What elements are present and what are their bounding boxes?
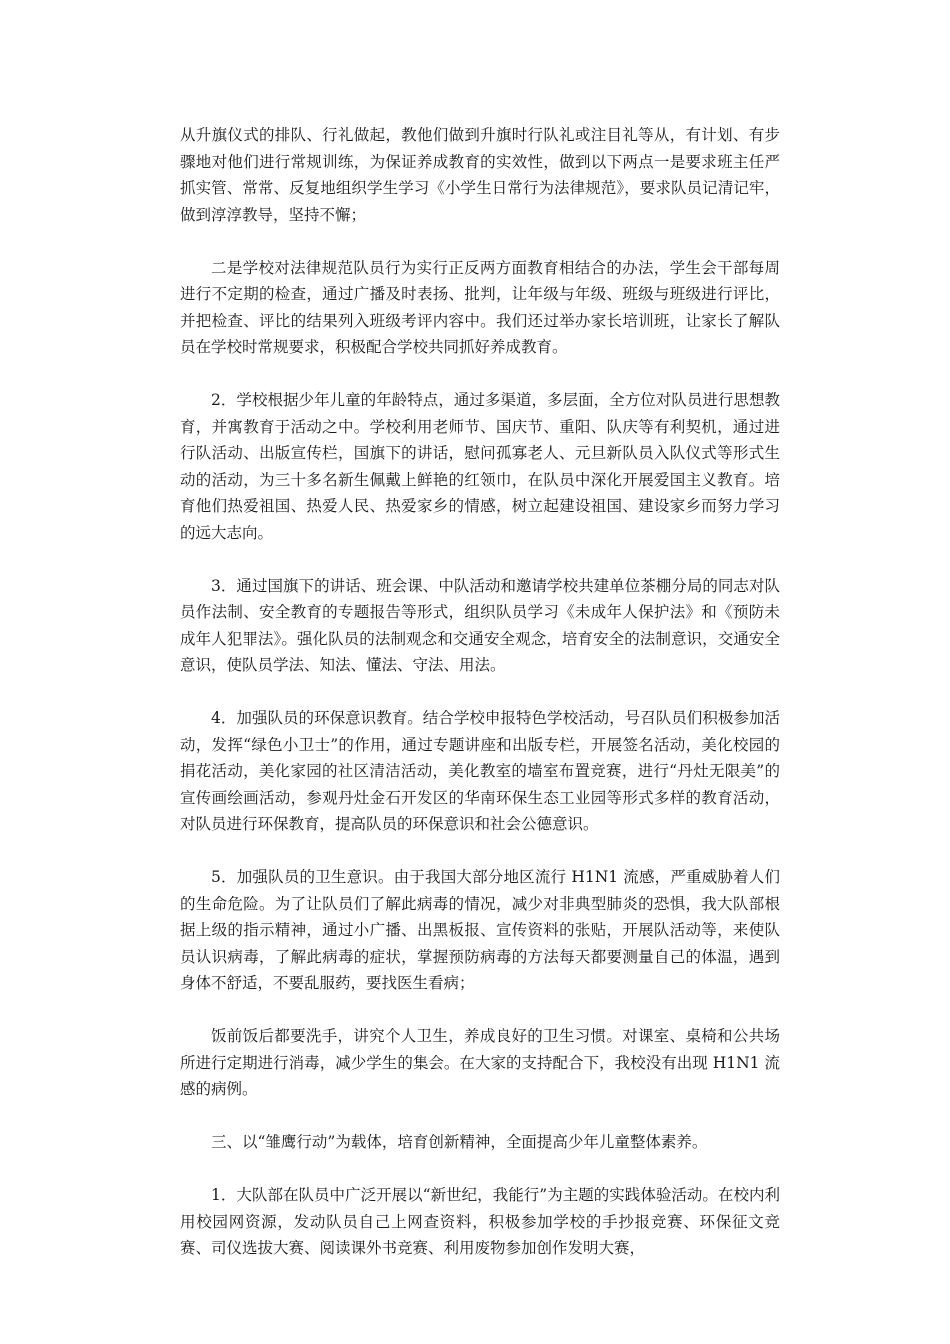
- paragraph-routine-training: 从升旗仪式的排队、行礼做起，教他们做到升旗时行队礼或注目礼等从，有计划、有步骤地对他们进行常规训练，为保证养成教育的实效性，做到以下两点一是要求班主任严抓实管、常常、反复地组织学生学习《小学生日常行为法律规范》，要求队员记清记牢，做到淳淳教导，坚持不懈；: [180, 126, 780, 224]
- paragraph-item-5-hygiene-awareness: 5．加强队员的卫生意识。由于我国大部分地区流行 H1N1 流感，严重威胁着人们的生命危险。为了让队员们了解此病毒的情况，减少对非典型肺炎的恐惧，我大队部根据上级的指示精神，通过小广播、出黑板报、宣传资料的张贴，开展队活动等，来使队员认识病毒，了解此病毒的症状，掌握预防病毒的方法每天都要测量自己的体温，遇到身体不舒适，不要乱服药，要找医生看病；: [180, 868, 780, 992]
- paragraph-item-1-practice-activities: 1．大队部在队员中广泛开展以“新世纪，我能行”为主题的实践体验活动。在校内利用校园网资源，发动队员自己上网查资料，积极参加学校的手抄报竞赛、环保征文竞赛、司仪选拔大赛、阅读课外书竞赛、利用废物参加创作发明大赛，: [180, 1186, 780, 1257]
- section-heading-eagle-action: 三、以“雏鹰行动”为载体，培育创新精神，全面提高少年儿童整体素养。: [211, 1133, 708, 1151]
- document-page: [180, 122, 780, 1262]
- paragraph-item-4-environmental-education: 4．加强队员的环保意识教育。结合学校申报特色学校活动，号召队员们积极参加活动，发挥“绿色小卫士”的作用，通过专题讲座和出版专栏，开展签名活动，美化校园的捐花活动，美化家园的社区清洁活动，美化教室的墙室布置竞赛，进行“丹灶无限美”的宣传画绘画活动，参观丹灶金石开发区的华南环保生态工业园等形式多样的教育活动，对队员进行环保教育，提高队员的环保意识和社会公德意识。: [180, 709, 780, 833]
- paragraph-item-2-ideological-education: 2．学校根据少年儿童的年龄特点，通过多渠道，多层面，全方位对队员进行思想教育，并寓教育于活动之中。学校利用老师节、国庆节、重阳、队庆等有利契机，通过进行队活动、出版宣传栏，国旗下的讲话，慰问孤寡老人、元旦新队员入队仪式等形式生动的活动，为三十多名新生佩戴上鲜艳的红领巾，在队员中深化开展爱国主义教育。培育他们热爱祖国、热爱人民、热爱家乡的情感，树立起建设祖国、建设家乡而努力学习的远大志向。: [180, 391, 780, 542]
- paragraph-hygiene-habits: 饭前饭后都要洗手，讲究个人卫生，养成良好的卫生习惯。对课室、桌椅和公共场所进行定期进行消毒，减少学生的集会。在大家的支持配合下，我校没有出现 H1N1 流感的病例。: [180, 1027, 780, 1098]
- paragraph-item-3-legal-education: 3．通过国旗下的讲话、班会课、中队活动和邀请学校共建单位茶棚分局的同志对队员作法制、安全教育的专题报告等形式，组织队员学习《未成年人保护法》和《预防未成年人犯罪法》。强化队员的法制观念和交通安全观念，培育安全的法制意识，交通安全意识，使队员学法、知法、懂法、守法、用法。: [180, 576, 780, 674]
- paragraph-positive-negative-education: 二是学校对法律规范队员行为实行正反两方面教育相结合的办法，学生会干部每周进行不定期的检查，通过广播及时表扬、批判，让年级与年级、班级与班级进行评比，并把检查、评比的结果列入班级考评内容中。我们还过举办家长培训班，让家长了解队员在学校时常规要求，积极配合学校共同抓好养成教育。: [180, 258, 780, 356]
